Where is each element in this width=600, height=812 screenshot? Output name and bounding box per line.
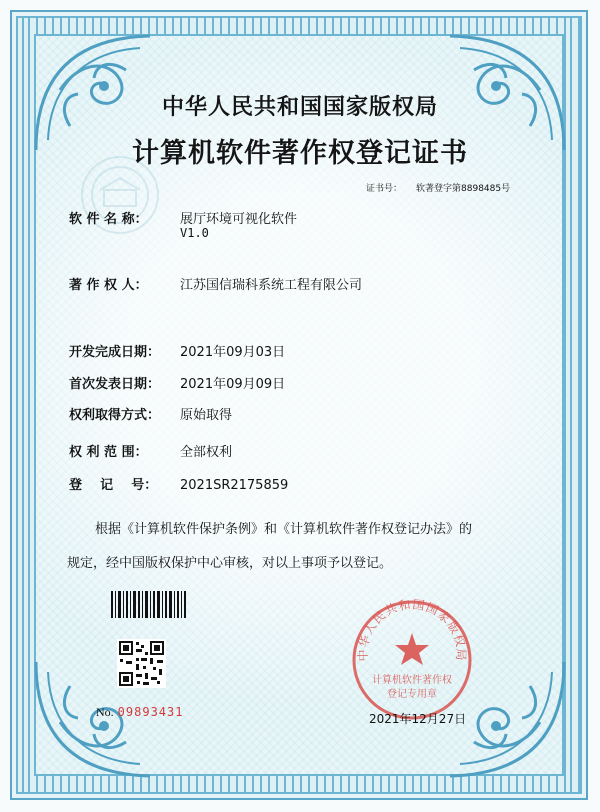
serial-number <box>96 705 183 720</box>
issue-date: 2021年12月27日 <box>369 712 467 726</box>
statement-line-1: 根据《计算机软件保护条例》和《计算机软件著作权登记办法》的 <box>95 522 473 537</box>
svg-text:登记专用章: 登记专用章 <box>387 689 437 700</box>
software-name-value: 展厅环境可视化软件 <box>180 212 298 227</box>
issuer-title: 中华人民共和国国家版权局 <box>161 94 438 120</box>
statement-line-2: 规定，经中国版权保护中心审核，对以上事项予以登记。 <box>67 556 393 571</box>
svg-text:计算机软件著作权: 计算机软件著作权 <box>372 675 452 686</box>
scope-label: 权 利 范 围： <box>69 445 148 460</box>
software-version: V1.0 <box>180 226 209 240</box>
certificate-number-label: 证书号： <box>366 184 403 194</box>
certificate-number-value: 软著登字第8898485号 <box>416 184 511 194</box>
certificate-number <box>366 181 510 194</box>
owner-row <box>69 274 362 293</box>
software-name-row <box>69 208 297 227</box>
acquisition-row <box>69 404 232 423</box>
scope-value: 全部权利 <box>180 445 233 460</box>
acquisition-label: 权利取得方式： <box>69 408 161 423</box>
serial-value: 09893431 <box>117 705 184 719</box>
certificate-title: 计算机软件著作权登记证书 <box>132 138 468 169</box>
acquisition-value: 原始取得 <box>180 408 233 423</box>
owner-label: 著 作 权 人： <box>69 278 148 293</box>
registration-label: 登 记 号： <box>69 478 158 493</box>
svg-text:中华人民共和国国家版权局: 中华人民共和国国家版权局 <box>355 597 469 662</box>
serial-label: No. <box>96 705 114 719</box>
dev-date-label: 开发完成日期： <box>69 345 161 360</box>
dev-date-row <box>69 341 285 360</box>
owner-value: 江苏国信瑞科系统工程有限公司 <box>180 278 363 293</box>
registration-value: 2021SR2175859 <box>180 478 289 493</box>
pub-date-label: 首次发表日期： <box>69 377 161 392</box>
qr-code <box>117 639 166 688</box>
pub-date-value: 2021年09月09日 <box>180 377 286 392</box>
pub-date-row <box>69 373 285 392</box>
dev-date-value: 2021年09月03日 <box>180 345 286 360</box>
official-seal-stamp <box>349 597 475 723</box>
registration-row <box>69 474 288 493</box>
barcode <box>111 591 186 618</box>
software-name-label: 软 件 名 称： <box>69 212 148 227</box>
scope-row <box>69 441 232 460</box>
